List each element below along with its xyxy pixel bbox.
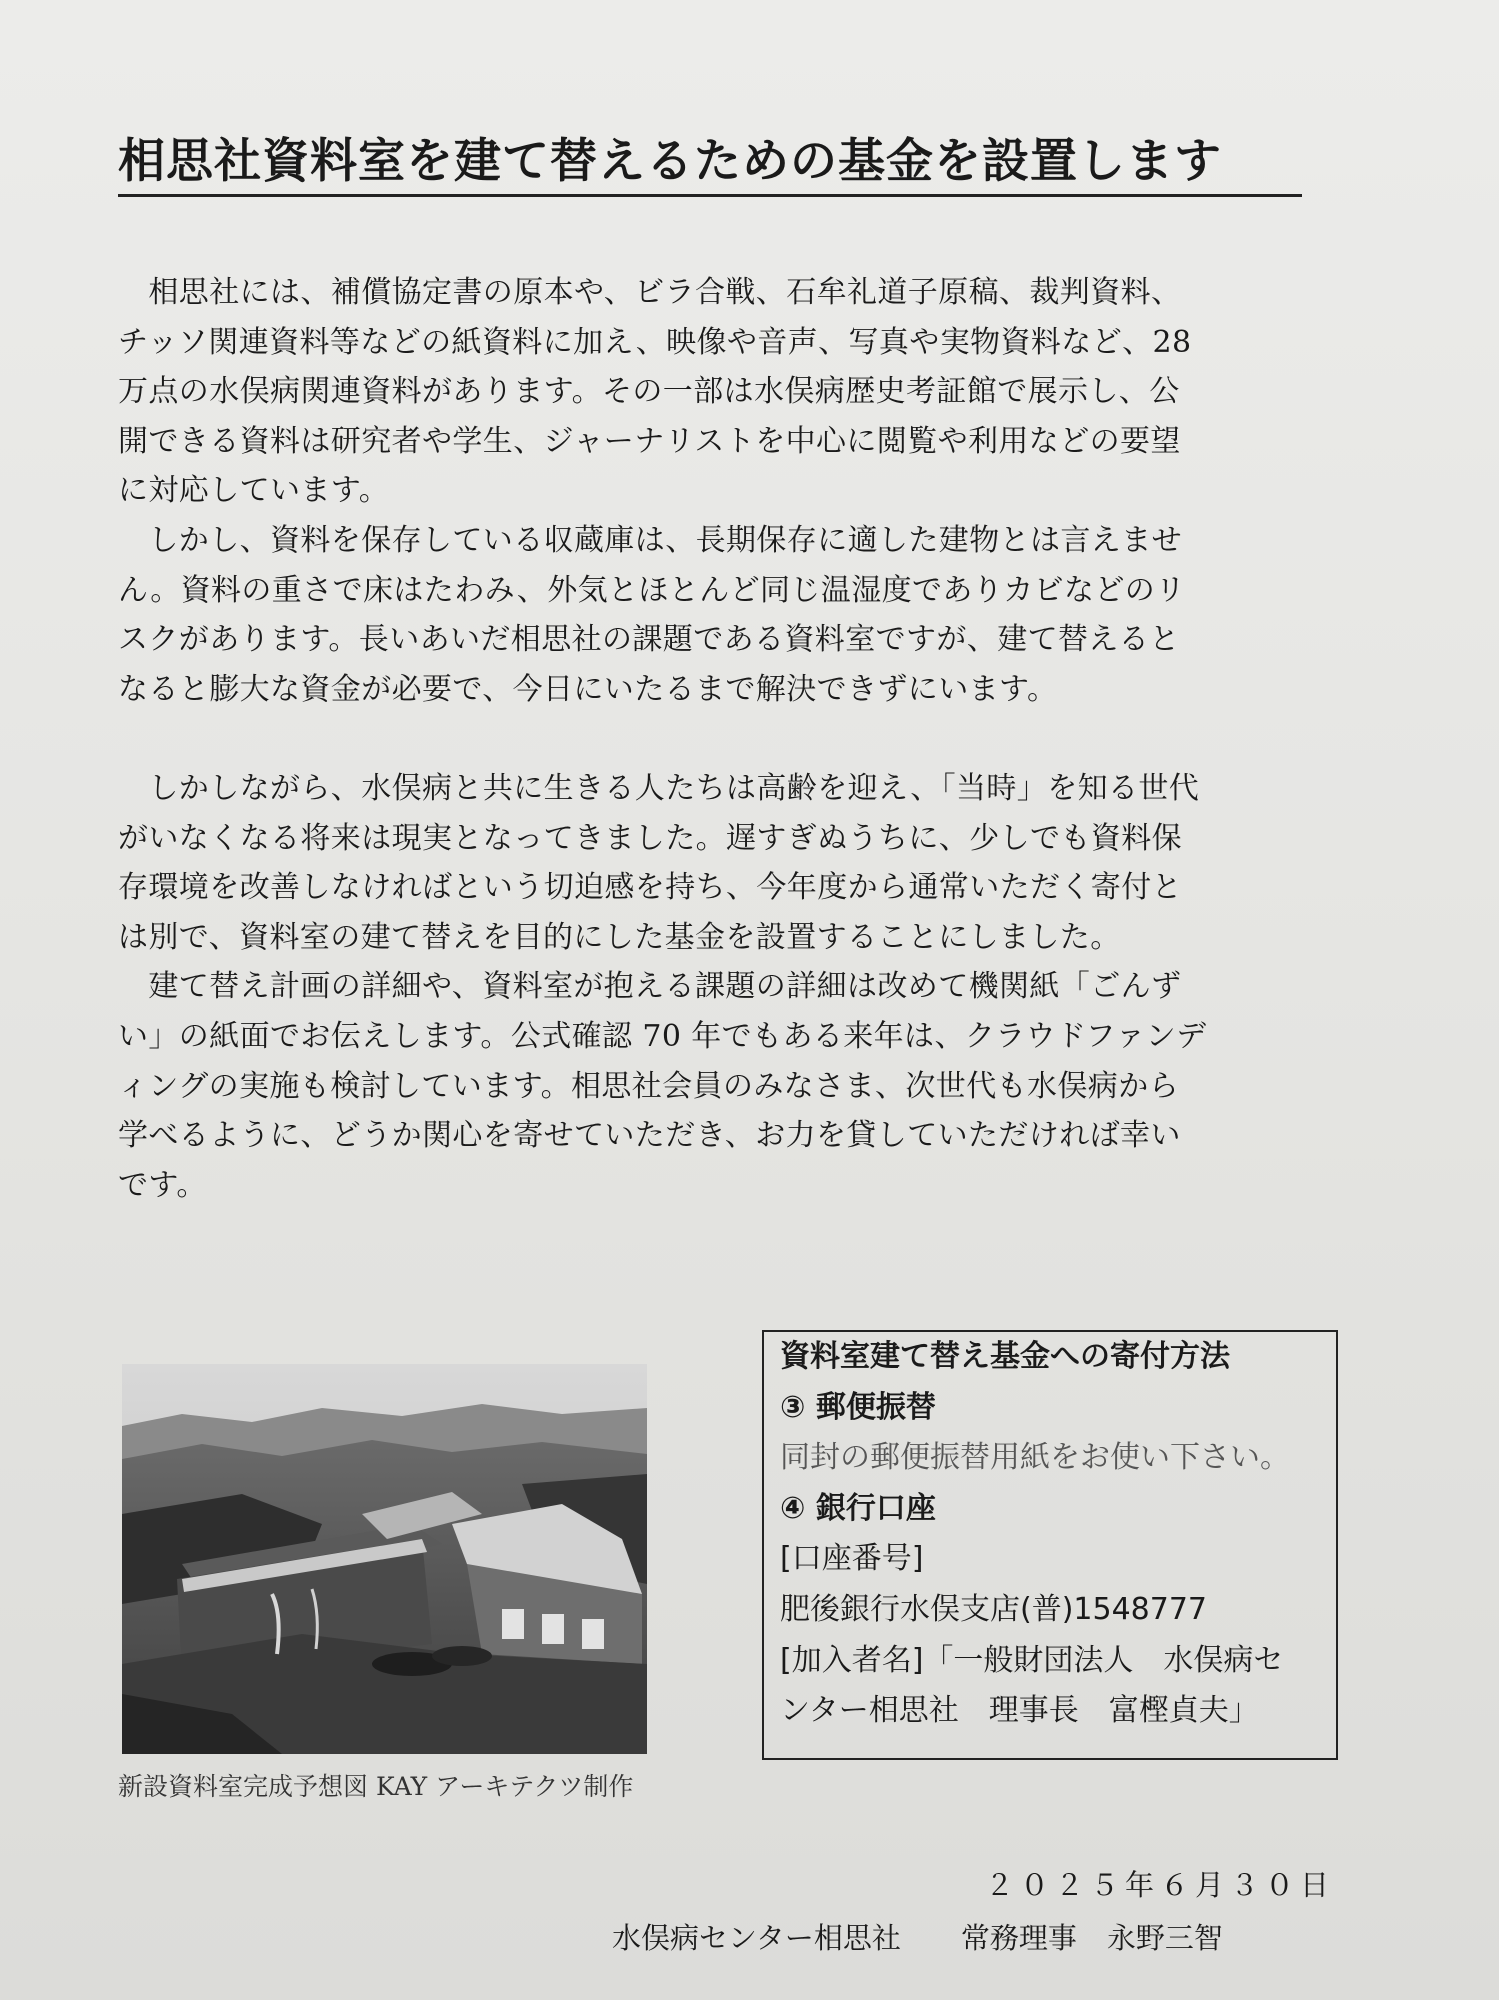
account-holder-line-1: [加入者名]「一般財団法人 水俣病セ <box>780 1642 1284 1678</box>
architecture-rendering-photo <box>122 1364 647 1754</box>
body-line: しかし、資料を保存している収蔵庫は、長期保存に適した建物とは言えませ <box>118 522 1182 558</box>
account-number-label: [口座番号] <box>780 1541 924 1577</box>
body-line: 学べるように、どうか関心を寄せていただき、お力を貸していただければ幸い <box>118 1118 1181 1154</box>
body-text <box>118 268 1338 1210</box>
body-line: スクがあります。長いあいだ相思社の課題である資料室ですが、建て替えると <box>118 622 1180 658</box>
body-line: い」の紙面でお伝えします。公式確認 70 年でもある来年は、クラウドファンデ <box>118 1018 1207 1054</box>
body-line: ィングの実施も検討しています。相思社会員のみなさま、次世代も水俣病から <box>118 1068 1179 1104</box>
body-line: に対応しています。 <box>118 473 390 509</box>
account-number-value: 肥後銀行水俣支店(普)1548777 <box>780 1591 1208 1627</box>
signature-role: 常務理事 <box>960 1921 1077 1955</box>
donation-box-heading: 資料室建て替え基金への寄付方法 <box>780 1339 1230 1374</box>
body-line: 相思社には、補償協定書の原本や、ビラ合戦、石牟礼道子原稿、裁判資料、 <box>118 275 1182 310</box>
document-title: 相思社資料室を建て替えるための基金を設置します <box>118 132 1302 197</box>
body-line: なると膨大な資金が必要で、今日にいたるまで解決できずにいます。 <box>118 671 1058 707</box>
postal-transfer-note: 同封の郵便振替用紙をお使い下さい。 <box>780 1440 1290 1476</box>
method-bank-account: ④ 銀行口座 <box>780 1490 936 1526</box>
signature-name: 永野三智 <box>1106 1921 1223 1955</box>
body-line: 開できる資料は研究者や学生、ジャーナリストを中心に閲覧や利用などの要望 <box>118 423 1181 459</box>
photo-caption: 新設資料室完成予想図 KAY アーキテクツ制作 <box>118 1772 634 1801</box>
body-line: チッソ関連資料等などの紙資料に加え、映像や音声、写真や実物資料など、28 <box>118 324 1192 360</box>
body-line: ん。資料の重さで床はたわみ、外気とほとんど同じ温湿度でありカビなどのリ <box>118 572 1186 608</box>
body-line: しかしながら、水俣病と共に生きる人たちは高齢を迎え、「当時」を知る世代 <box>118 770 1200 806</box>
body-line: 万点の水俣病関連資料があります。その一部は水俣病歴史考証館で展示し、公 <box>118 374 1180 410</box>
rendering-illustration <box>122 1364 647 1754</box>
donation-method-box <box>762 1330 1338 1760</box>
method-postal-transfer: ③ 郵便振替 <box>780 1389 936 1425</box>
signature-organization: 水俣病センター相思社 <box>612 1921 901 1955</box>
paragraph-gap <box>118 714 1338 764</box>
body-line: がいなくなる将来は現実となってきました。遅すぎぬうちに、少しでも資料保 <box>118 820 1182 856</box>
account-holder-line-2: ンター相思社 理事長 富樫貞夫」 <box>780 1693 1259 1729</box>
body-line: 建て替え計画の詳細や、資料室が抱える課題の詳細は改めて機関紙「ごんず <box>118 969 1182 1005</box>
document-date: ２０２５年６月３０日 <box>985 1868 1336 1902</box>
body-line: は別で、資料室の建て替えを目的にした基金を設置することにしました。 <box>118 919 1121 955</box>
body-line: です。 <box>118 1167 207 1203</box>
signature-block <box>612 1918 1223 1958</box>
body-line: 存環境を改善しなければという切迫感を持ち、今年度から通常いただく寄付と <box>118 870 1182 906</box>
